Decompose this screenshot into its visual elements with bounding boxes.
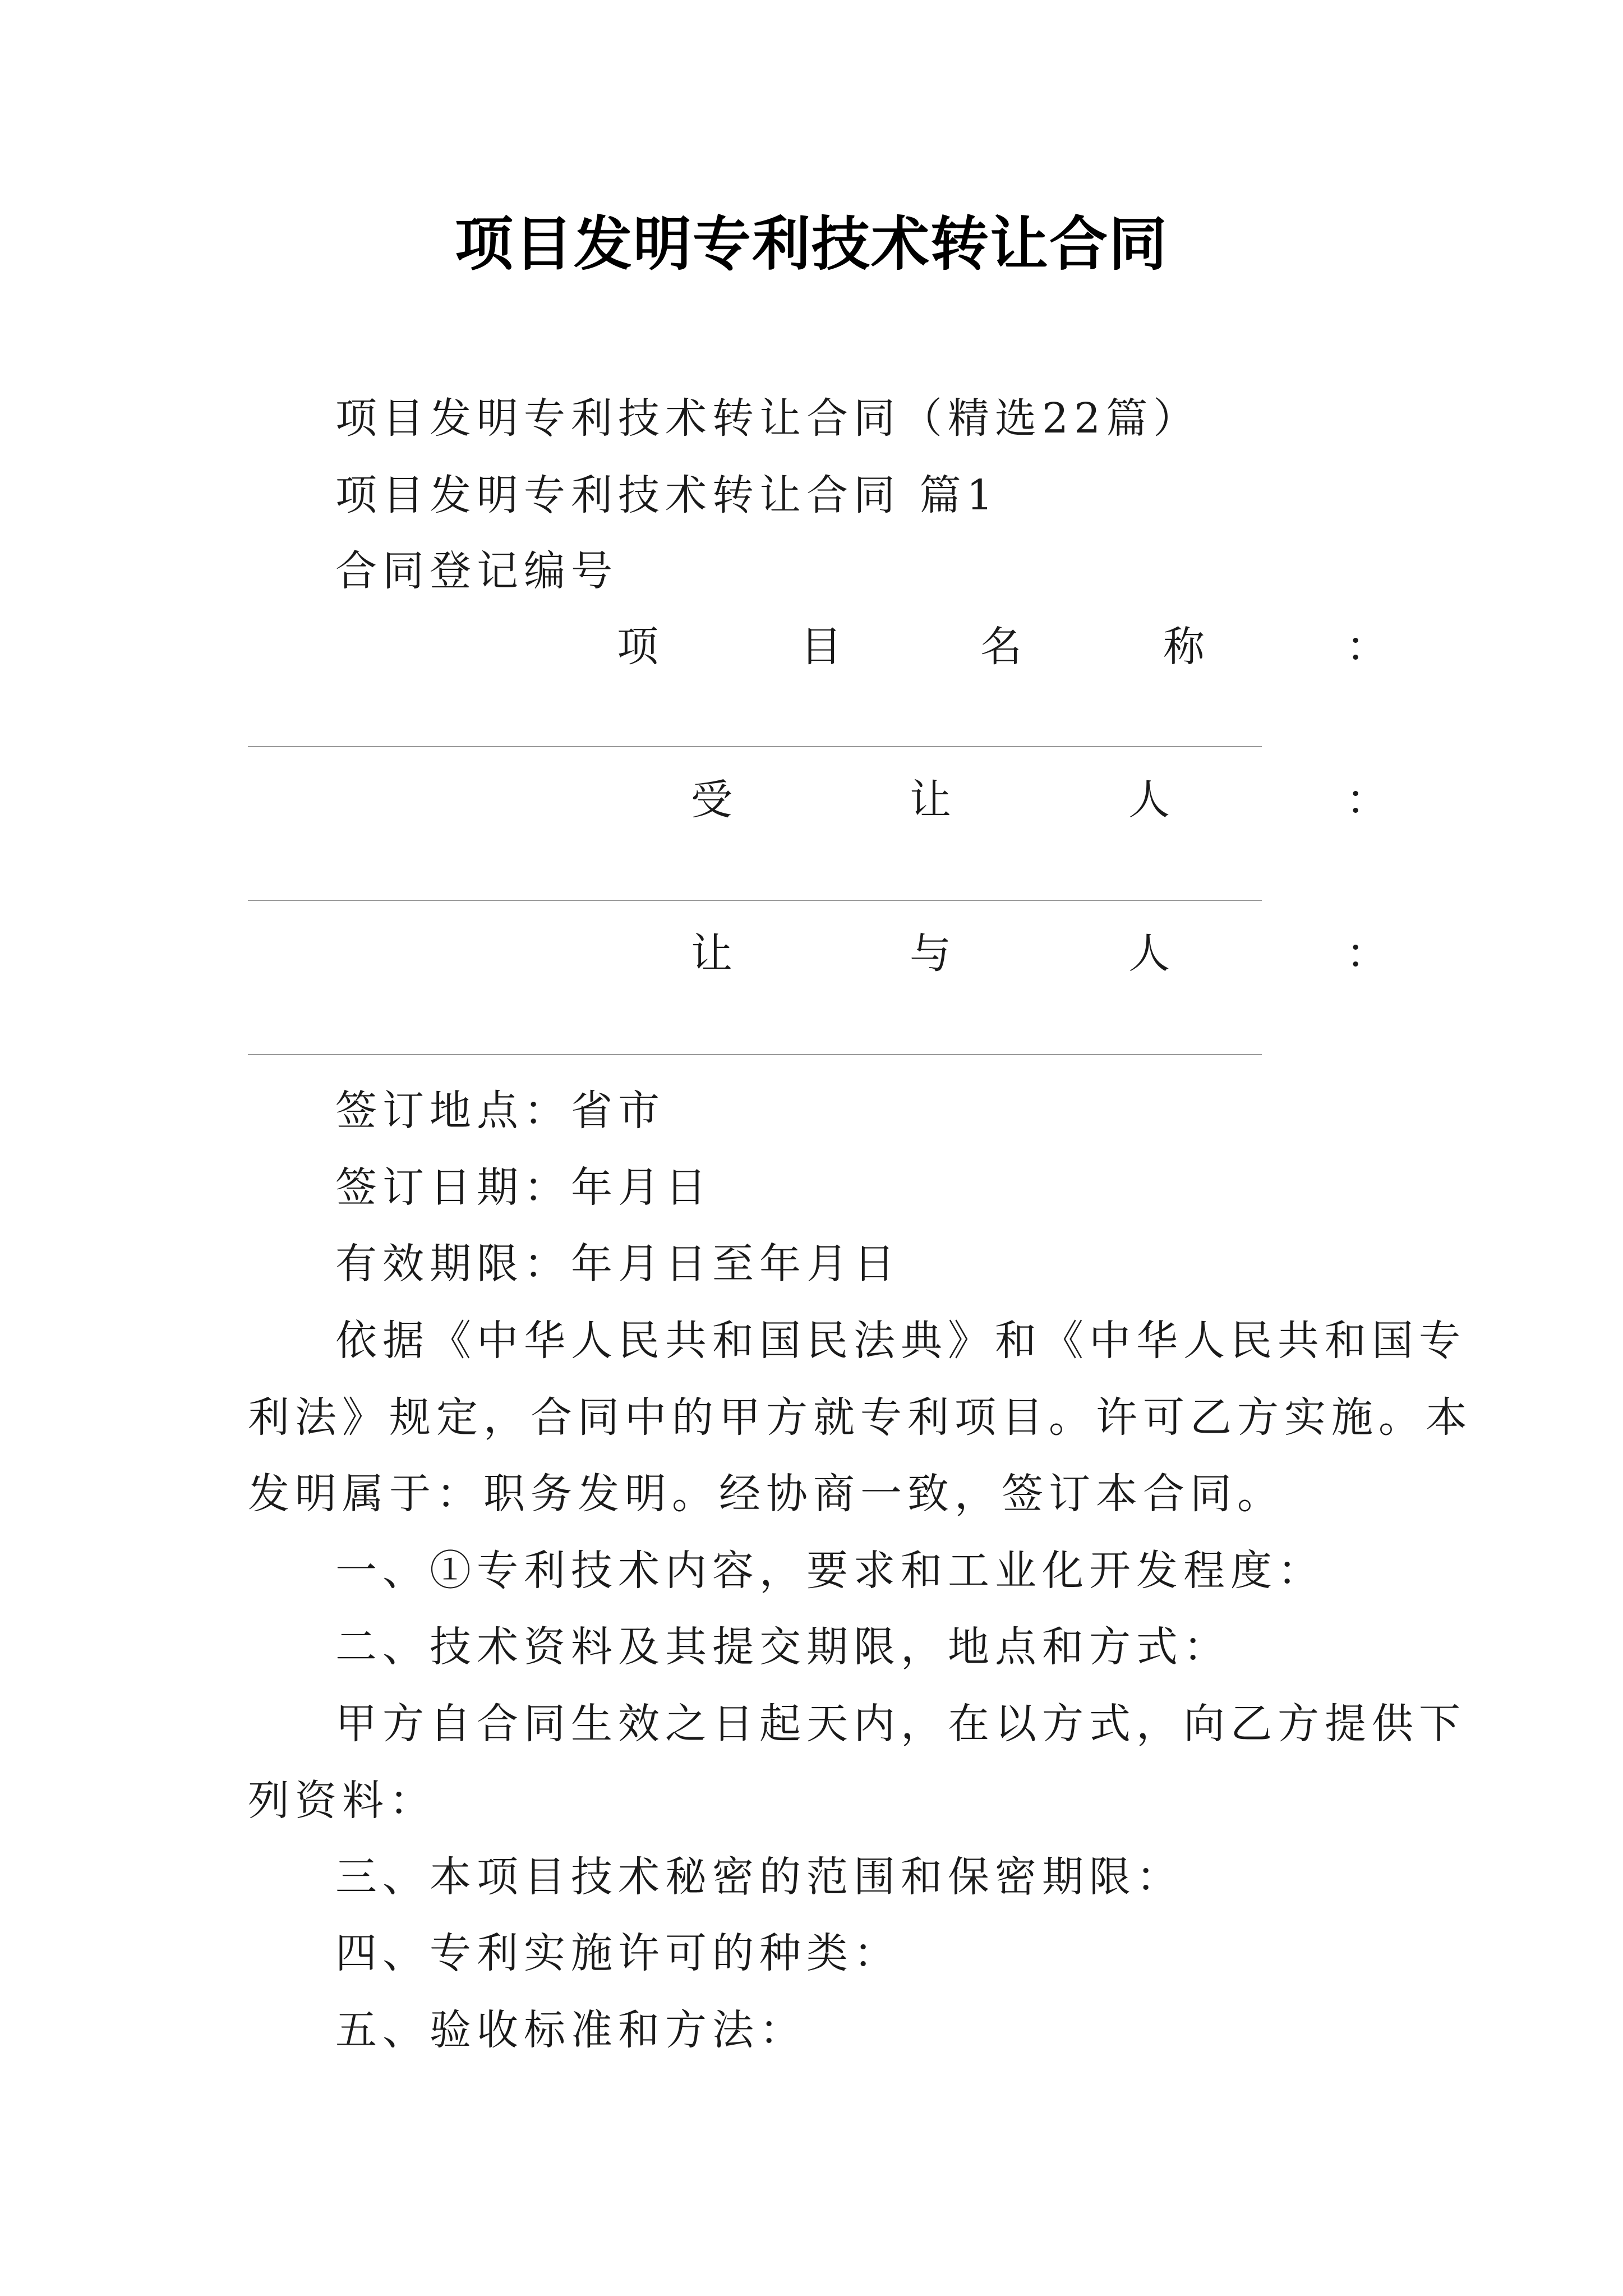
clause-5-heading: 五、验收标准和方法： bbox=[335, 2006, 806, 2054]
clause-1-heading: 一、①专利技术内容，要求和工业化开发程度： bbox=[335, 1547, 1325, 1595]
clause-2-body-line-1: 甲方自合同生效之日起天内，在以方式，向乙方提供下 bbox=[335, 1700, 1466, 1748]
document-title: 项目发明专利技术转让合同 bbox=[454, 210, 1168, 278]
validity-period: 有效期限：年月日至年月日 bbox=[335, 1240, 901, 1288]
field-transferee-colon: ： bbox=[1346, 776, 1387, 824]
field-transferee-char: 人 bbox=[1128, 776, 1170, 824]
field-project-name-char: 目 bbox=[800, 623, 842, 671]
intro-line-article-heading: 项目发明专利技术转让合同 篇1 bbox=[335, 471, 999, 519]
clause-4-heading: 四、专利实施许可的种类： bbox=[335, 1929, 901, 1977]
fill-in-line-transferor bbox=[248, 1054, 1262, 1055]
intro-line-collection-title: 项目发明专利技术转让合同（精选22篇） bbox=[335, 394, 1201, 443]
basis-paragraph-line-3: 发明属于：职务发明。经协商一致，签订本合同。 bbox=[248, 1470, 1284, 1518]
field-project-name-char: 名 bbox=[980, 623, 1022, 671]
fill-in-line-transferee bbox=[248, 900, 1262, 901]
fill-in-line-project-name bbox=[248, 746, 1262, 747]
field-transferor-colon: ： bbox=[1346, 930, 1387, 978]
clause-3-heading: 三、本项目技术秘密的范围和保密期限： bbox=[335, 1853, 1183, 1901]
clause-2-heading: 二、技术资料及其提交期限，地点和方式： bbox=[335, 1623, 1230, 1671]
basis-paragraph-line-2: 利法》规定，合同中的甲方就专利项目。许可乙方实施。本 bbox=[248, 1393, 1473, 1442]
signing-date: 签订日期：年月日 bbox=[335, 1163, 712, 1212]
field-project-name-char: 项 bbox=[617, 623, 658, 671]
field-transferor-char: 让 bbox=[691, 930, 732, 978]
field-project-name-char: 称 bbox=[1163, 623, 1205, 671]
basis-paragraph-line-1: 依据《中华人民共和国民法典》和《中华人民共和国专 bbox=[335, 1317, 1466, 1365]
field-transferor-char: 人 bbox=[1128, 930, 1170, 978]
field-project-name-colon: ： bbox=[1346, 623, 1387, 671]
contract-registration-number-label: 合同登记编号 bbox=[335, 547, 618, 595]
signing-place: 签订地点：省市 bbox=[335, 1087, 665, 1135]
field-transferor-char: 与 bbox=[910, 930, 951, 978]
clause-2-body-line-2: 列资料： bbox=[248, 1777, 436, 1825]
field-transferee-char: 受 bbox=[691, 776, 732, 824]
field-transferee-char: 让 bbox=[910, 776, 951, 824]
